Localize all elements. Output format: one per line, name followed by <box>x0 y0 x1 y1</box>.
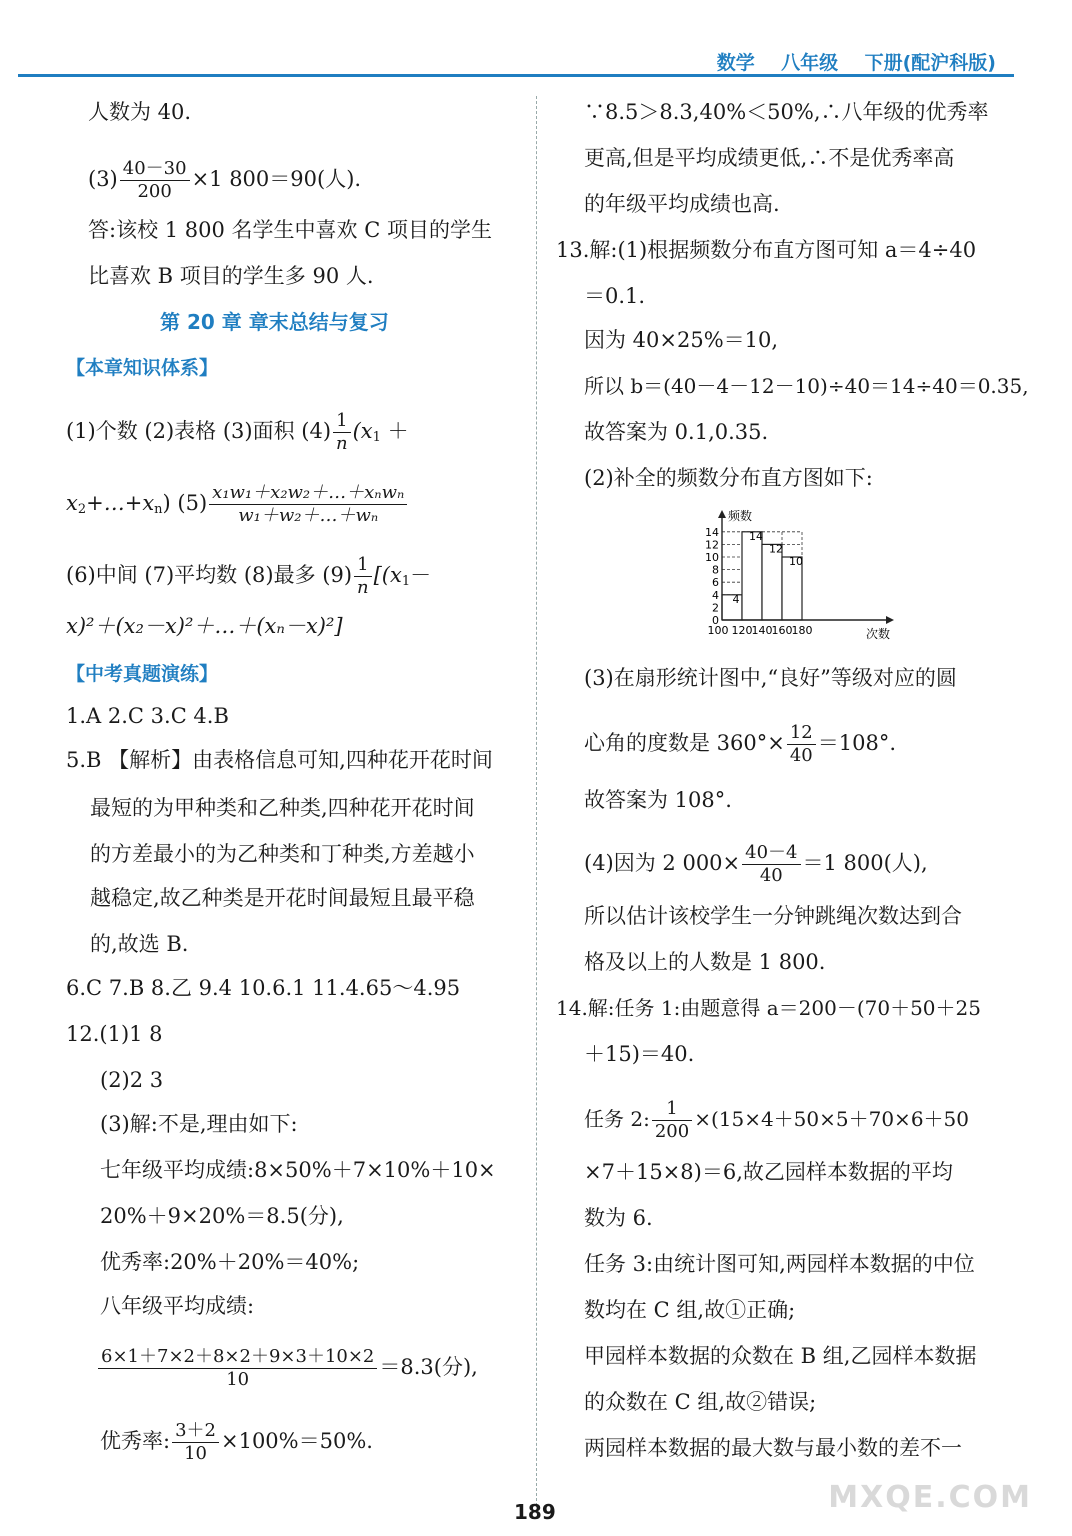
section-heading: 【中考真题演练】 <box>66 663 219 685</box>
chapter-title: 第 20 章 章末总结与复习 <box>160 310 389 334</box>
answer-line: 12.(1)1 8 <box>66 1022 163 1046</box>
denominator: 200 <box>654 1121 690 1142</box>
y-tick-label: 6 <box>712 576 719 590</box>
text-line: ×7＋15×8)＝6,故乙园样本数据的平均 <box>584 1160 953 1184</box>
text-line: 越稳定,故乙种类是开花时间最短且最平稳 <box>90 886 475 910</box>
denominator: 10 <box>184 1443 207 1464</box>
answer-line: 5.B 【解析】由表格信息可知,四种花开花时间 <box>66 748 493 772</box>
chart-bars <box>722 529 802 620</box>
text-line: 甲园样本数据的众数在 B 组,乙园样本数据 <box>584 1344 977 1368</box>
y-tick-label: 8 <box>712 563 719 577</box>
denominator: 200 <box>137 181 172 202</box>
page-header <box>0 0 1072 80</box>
fraction <box>172 1420 219 1465</box>
formula-line <box>100 1420 373 1465</box>
formula-line <box>584 722 896 767</box>
header-rule <box>18 74 1014 77</box>
answer-line: 1.A 2.C 3.C 4.B <box>66 704 229 728</box>
x-tick-label: 180 <box>791 624 813 637</box>
text: 优秀率: <box>100 1429 171 1453</box>
answer-line: 14.解:任务 1:由题意得 a＝200－(70＋50＋25 <box>556 996 981 1020</box>
text-line: 数均在 C 组,故①正确; <box>584 1298 796 1322</box>
numerator: 3＋2 <box>172 1420 219 1443</box>
x-tick-label: 120 <box>731 624 753 637</box>
numerator: x₁w₁＋x₂w₂＋…＋xₙwₙ <box>209 482 407 505</box>
text: 任务 2: <box>584 1107 650 1131</box>
text-line: 最短的为甲种类和乙种类,四种花开花时间 <box>90 796 475 820</box>
y-tick-label: 2 <box>712 601 719 615</box>
text-line: 八年级平均成绩: <box>100 1294 255 1318</box>
text: (3) <box>88 167 118 191</box>
numerator: 12 <box>787 722 816 745</box>
text-line: 比喜欢 B 项目的学生多 90 人. <box>88 264 374 288</box>
text-line: 故答案为 0.1,0.35. <box>584 420 769 444</box>
text-line: 的年级平均成绩也高. <box>584 192 780 216</box>
text-line: 优秀率:20%＋20%＝40%; <box>100 1250 360 1274</box>
text: (x <box>352 419 373 443</box>
text: [(x <box>373 563 402 587</box>
denominator: 40 <box>759 865 783 886</box>
page-number: 189 <box>514 1500 556 1524</box>
text-line: 所以估计该校学生一分钟跳绳次数达到合 <box>584 904 962 928</box>
text-line: 的方差最小的为乙种类和丁种类,方差越小 <box>90 842 475 866</box>
text: ＝1 800(人), <box>802 851 928 875</box>
bar-value-label: 12 <box>769 542 783 556</box>
formula-line <box>88 158 361 203</box>
bar-value-label: 10 <box>789 555 803 568</box>
y-axis-arrow <box>718 510 726 518</box>
section-heading: 【本章知识体系】 <box>66 357 219 379</box>
fraction <box>120 158 190 203</box>
text-line: 两园样本数据的最大数与最小数的差不一 <box>584 1436 962 1460</box>
numerator: 6×1＋7×2＋8×2＋9×3＋10×2 <box>98 1346 377 1369</box>
text-line: 20%＋9×20%＝8.5(分), <box>100 1204 344 1228</box>
text: ) (5) <box>162 491 208 515</box>
formula-line: x)²＋(x₂－x)²＋…＋(xₙ－x)²] <box>66 614 343 638</box>
text-line: 人数为 40. <box>88 100 192 124</box>
numerator: 1 <box>652 1098 692 1121</box>
text: (6)中间 (7)平均数 (8)最多 (9) <box>66 563 353 587</box>
denominator: n <box>336 433 348 454</box>
watermark: MXQE.COM <box>828 1480 1032 1515</box>
denominator: 10 <box>226 1369 250 1390</box>
text: (1)个数 (2)表格 (3)面积 (4) <box>66 419 332 443</box>
text-line: 格及以上的人数是 1 800. <box>584 950 826 974</box>
x-axis-label: 次数 <box>866 627 891 641</box>
answer-line: 6.C 7.B 8.乙 9.4 10.6.1 11.4.65～4.95 <box>66 976 461 1000</box>
text-line: (3)解:不是,理由如下: <box>100 1112 298 1136</box>
answer-line: 13.解:(1)根据频数分布直方图可知 a＝4÷40 <box>556 238 977 262</box>
text-line: 七年级平均成绩:8×50%＋7×10%＋10× <box>100 1158 496 1182</box>
fraction <box>333 410 351 455</box>
text: 心角的度数是 360°× <box>584 731 785 755</box>
x-tick-label: 100 <box>707 624 729 637</box>
y-axis-label: 频数 <box>728 509 753 523</box>
formula-line <box>96 1346 478 1391</box>
x-tick-label: 140 <box>751 624 773 637</box>
text-line: 的,故选 B. <box>90 932 189 956</box>
formula-line: (1)个数 (2)表格 (3)面积 (4) $\frac{1}{n}$ ($x_1$ ＋ <box>66 410 409 454</box>
y-tick-label: 4 <box>712 588 719 602</box>
text-line: ＝0.1. <box>584 284 646 308</box>
text-line: 故答案为 108°. <box>584 788 732 812</box>
text-line: (2)补全的频数分布直方图如下: <box>584 466 873 490</box>
formula-line: $x_2+\dots+x_n$) (5) $\frac{\text{x₁w₁＋x₂w₂＋…＋xₙwₙ}}{\text{w₁＋w₂＋…＋wₙ}}$ <box>66 482 409 527</box>
bar <box>762 544 782 620</box>
fraction <box>652 1098 692 1143</box>
y-tick-label: 14 <box>705 525 719 539</box>
y-tick-label: 0 <box>712 614 719 627</box>
denominator: 40 <box>789 745 813 766</box>
text-line: 数为 6. <box>584 1206 653 1230</box>
text: ＝8.3(分), <box>379 1355 478 1379</box>
y-tick-label: 12 <box>705 538 719 552</box>
header-title: 数学 八年级 下册(配沪科版) <box>716 52 996 74</box>
text-line: 任务 3:由统计图可知,两园样本数据的中位 <box>584 1252 975 1276</box>
text-line: 的众数在 C 组,故②错误; <box>584 1390 817 1414</box>
bar-value-label: 4 <box>732 592 740 606</box>
fraction <box>354 554 372 599</box>
denominator: n <box>357 577 369 598</box>
fraction <box>787 722 816 767</box>
text-line: ＋15)＝40. <box>584 1042 695 1066</box>
numerator: 1 <box>333 410 351 433</box>
text-line: (2)2 3 <box>100 1068 164 1092</box>
x-tick-label: 160 <box>771 624 793 637</box>
formula-line <box>584 842 928 887</box>
text: ＝108°. <box>817 731 897 755</box>
text-line: 答:该校 1 800 名学生中喜欢 C 项目的学生 <box>88 218 492 242</box>
formula-line <box>584 1098 969 1143</box>
text: ×(15×4＋50×5＋70×6＋50 <box>694 1107 969 1131</box>
denominator: w₁＋w₂＋…＋wₙ <box>238 505 379 526</box>
numerator: 40－4 <box>742 842 800 865</box>
y-tick-label: 10 <box>705 551 719 564</box>
histogram-chart <box>700 508 900 648</box>
text: ×100%＝50%. <box>220 1429 373 1453</box>
text-line: (3)在扇形统计图中,“良好”等级对应的圆 <box>584 666 957 690</box>
text-line: 更高,但是平均成绩更低,∴不是优秀率高 <box>584 146 955 170</box>
column-divider <box>536 96 537 1506</box>
numerator: 40－30 <box>120 158 190 181</box>
text: +…+x <box>86 491 155 515</box>
x-axis-arrow <box>886 616 894 624</box>
text-line: 所以 b＝(40－4－12－10)÷40＝14÷40＝0.35, <box>584 374 1029 398</box>
fraction <box>742 842 800 887</box>
bar <box>742 529 763 620</box>
fraction <box>209 482 407 527</box>
text: (4)因为 2 000× <box>584 851 741 875</box>
text: ×1 800＝90(人). <box>191 167 362 191</box>
text-line: ∵8.5＞8.3,40%＜50%,∴八年级的优秀率 <box>584 100 989 124</box>
text-line: 因为 40×25%＝10, <box>584 328 779 352</box>
bar-value-label: 14 <box>749 529 763 543</box>
numerator: 1 <box>354 554 372 577</box>
text: x <box>66 491 78 515</box>
formula-line: (6)中间 (7)平均数 (8)最多 (9) $\frac{1}{n}$ [($x_1-$ <box>66 554 432 598</box>
fraction <box>98 1346 377 1391</box>
